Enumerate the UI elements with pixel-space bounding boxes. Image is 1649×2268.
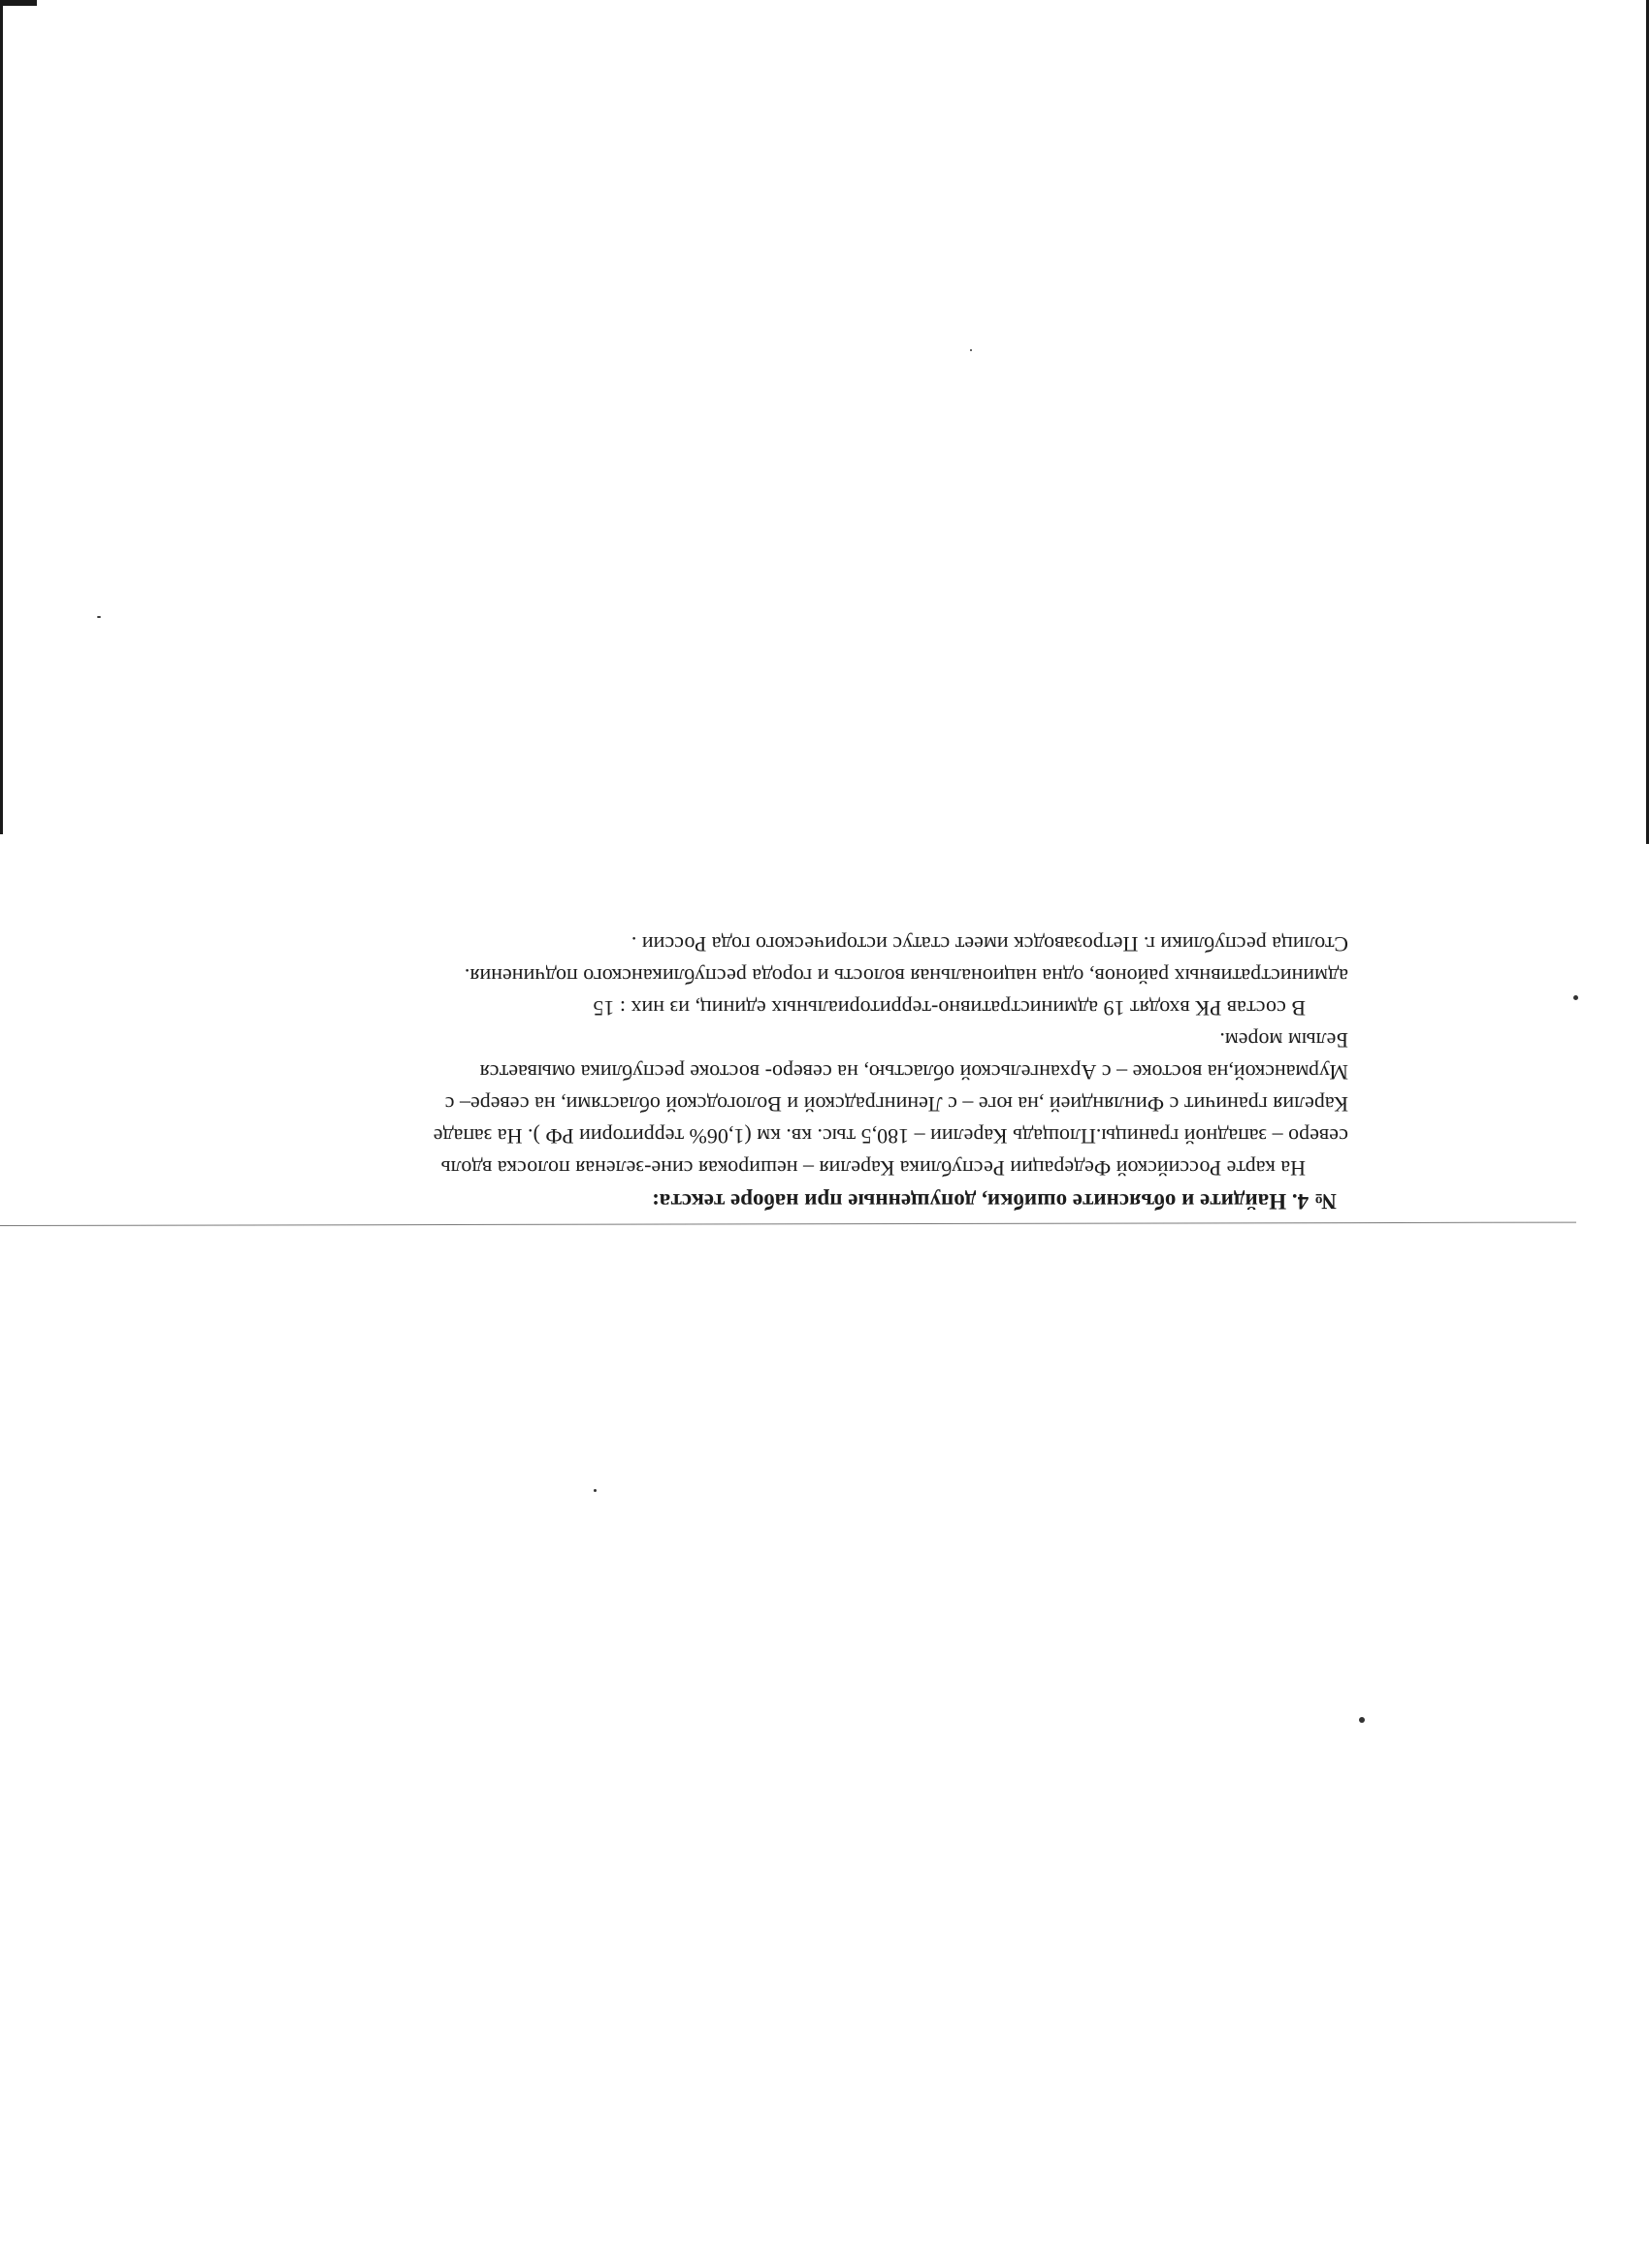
paragraph-1-line-3: Карелия граничит с Финляндией ,на юге – с Ленинградской и Вологодской областями, на севере– с bbox=[444, 1092, 1348, 1117]
task-heading: № 4. Найдите и объясните ошибки, допущенные при наборе текста: bbox=[652, 1189, 1337, 1214]
scan-edge-left bbox=[0, 0, 3, 834]
paragraph-1-line-2: северо – западной границы.Площадь Карелии – 180,5 тыс. кв. км (1,06% территории РФ ). На западе bbox=[433, 1124, 1348, 1149]
paragraph-1-line-1: На карте Российской Федерации Республика Карелия – неширокая сине-зеленая полоска вдоль bbox=[440, 1156, 1306, 1181]
paragraph-1-line-4: Мурманской,на востоке – с Архангельской областью, на северо- востоке республика омывается bbox=[479, 1060, 1348, 1085]
paragraph-2-line-3: Столица республики г. Петрозаводск имеет статус исторического года России . bbox=[630, 932, 1348, 956]
paper-fold-line bbox=[0, 1222, 1576, 1226]
paragraph-1-line-5: Белым морем. bbox=[1219, 1028, 1348, 1053]
paragraph-2-line-2: административных районов, одна национальная волость и города республиканского подчинения. bbox=[464, 964, 1348, 988]
scan-edge-top bbox=[0, 0, 37, 6]
upside-down-text-strip bbox=[315, 844, 1348, 1217]
task-text bbox=[315, 928, 1348, 1217]
paragraph-2-line-1: В состав РК входят 19 административно-территориальных единиц, из них : 15 bbox=[593, 996, 1306, 1021]
